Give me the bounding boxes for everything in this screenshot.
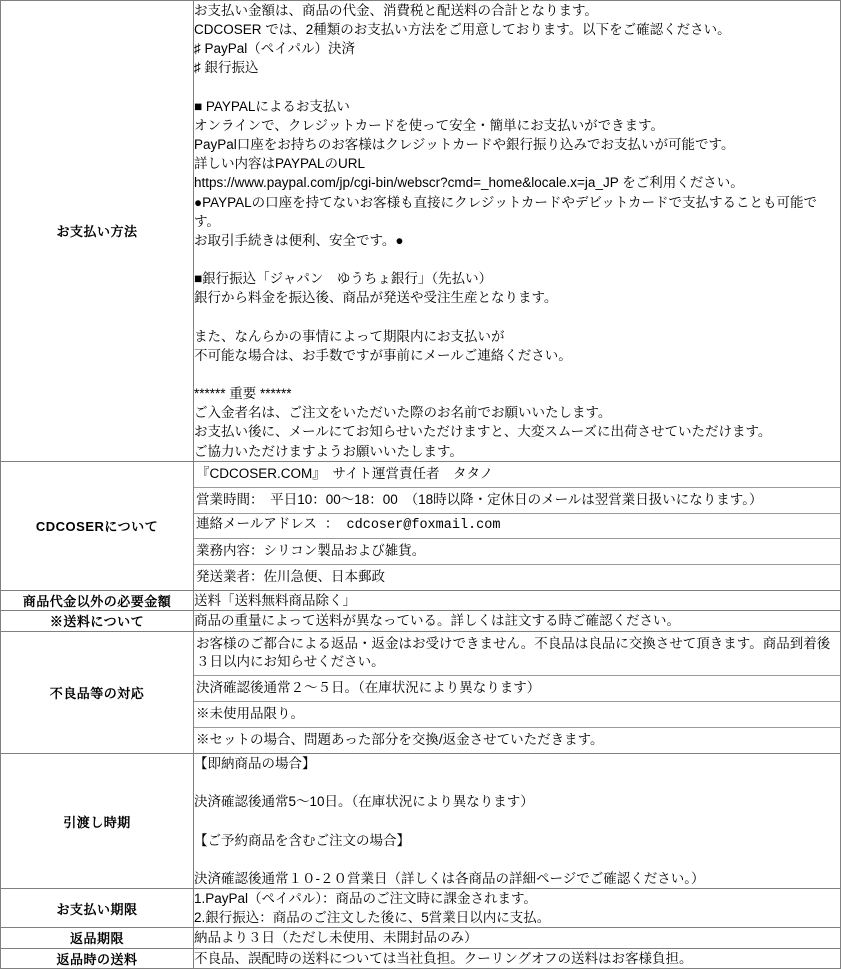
table-row (1, 461, 841, 590)
text-line: ♯ 銀行振込 (194, 60, 259, 76)
row-content (194, 591, 841, 611)
sub-row (194, 513, 840, 539)
row-label: 商品代金以外の必要金額 (1, 591, 194, 611)
text-line: ■ PAYPALによるお支払い (194, 98, 350, 114)
text-line: 不可能な場合は、お手数ですが事前にメールご連絡ください。 (194, 347, 572, 363)
row-content (194, 461, 841, 590)
text-line: 決済確認後通常１０-２０営業日（詳しくは各商品の詳細ページでご確認ください。） (194, 870, 705, 886)
sub-table (194, 632, 840, 753)
row-content (194, 948, 841, 968)
sub-row (194, 676, 840, 702)
table-row (1, 889, 841, 928)
row-content (194, 928, 841, 948)
text-line: 決済確認後通常5～10日。（在庫状況により異なります） (194, 794, 534, 810)
text-line: 送料「送料無料商品除く」 (194, 593, 356, 609)
row-content (194, 1, 841, 462)
text-line: 不良品、誤配時の送料については当社負担。クーリングオフの送料はお客様負担。 (194, 950, 693, 966)
row-label: ※送料について (1, 611, 194, 631)
sub-row (194, 462, 840, 487)
text-line: ****** 重要 ****** (194, 386, 292, 402)
text-line: 納品より３日（ただし未使用、未開封品のみ） (194, 930, 478, 946)
table-row (1, 928, 841, 948)
blank-line (194, 250, 840, 269)
sub-row-text: 連絡メールアドレス ： cdcoser@foxmail.com (194, 513, 840, 539)
sub-row-text: 発送業者：佐川急便、日本郵政 (196, 569, 385, 585)
sub-row (194, 539, 840, 565)
table-body (1, 1, 841, 969)
row-label: 返品時の送料 (1, 948, 194, 968)
sub-row-text: 業務内容：シリコン製品および雑貨。 (194, 539, 840, 565)
text-line: ■銀行振込「ジャパン ゆうちょ銀行」（先払い） (194, 271, 493, 287)
sub-row-text: ※未使用品限り。 (194, 702, 840, 728)
row-label: 引渡し時期 (1, 753, 194, 888)
blank-line (194, 78, 840, 97)
blank-line (194, 365, 840, 384)
blank-line (194, 773, 840, 792)
text-line: ご入金者名は、ご注文をいただいた際のお名前でお願いいたします。 (194, 405, 612, 421)
text-line: 【ご予約商品を含むご注文の場合】 (194, 832, 410, 848)
row-content (194, 753, 841, 888)
blank-line (194, 811, 840, 830)
table-row (1, 1, 841, 462)
text-line: ♯ PayPal（ペイパル）決済 (194, 41, 356, 57)
sub-row (194, 702, 840, 728)
sub-row (194, 632, 840, 676)
text-line: ●PAYPALの口座を持てないお客様も直接にクレジットカードやデビットカードで支払することも可能です。 (194, 194, 817, 229)
text-line: 商品の重量によって送料が異なっている。詳しくは註文する時ご確認ください。 (194, 613, 680, 629)
text-line: https://www.paypal.com/jp/cgi-bin/webscr?cmd=_home&locale.x=ja_JP をご利用ください。 (194, 175, 744, 191)
text-line: お支払い後に、メールにてお知らせいただけますと、大変スムーズに出荷させていただけます。 (194, 424, 772, 440)
sub-row (194, 728, 840, 753)
row-label: お支払い方法 (1, 1, 194, 462)
text-line: ご協力いただけますようお願いいたします。 (194, 443, 463, 459)
row-content (194, 631, 841, 753)
text-line: PayPal口座をお持ちのお客様はクレジットカードや銀行振り込みでお支払いが可能です。 (194, 137, 735, 153)
text-line: また、なんらかの事情によって期限内にお支払いが (194, 328, 505, 344)
sub-row-text: 決済確認後通常２～５日。（在庫状況により異なります） (194, 676, 840, 702)
blank-line (194, 850, 840, 869)
table-row (1, 611, 841, 631)
text-line: 銀行から料金を振込後、商品が発送や受注生産となります。 (194, 290, 558, 306)
row-content (194, 611, 841, 631)
table-row (1, 631, 841, 753)
text-line: お取引手続きは便利、安全です。● (194, 232, 404, 248)
sub-row-text: 営業時間： 平日10：00～18：00 （18時以降・定休日のメールは翌営業日扱いになります。） (194, 487, 840, 513)
row-label: 不良品等の対応 (1, 631, 194, 753)
sub-row-text: お客様のご都合による返品・返金はお受けできません。不良品は良品に交換させて頂きます。商品到着後３日以内にお知らせください。 (194, 632, 840, 676)
row-label: お支払い期限 (1, 889, 194, 928)
table-row (1, 591, 841, 611)
text-line: 【即納商品の場合】 (194, 755, 316, 771)
sub-row-text: 『CDCOSER.COM』 サイト運営責任者 タタノ (194, 462, 840, 487)
sub-row (194, 487, 840, 513)
table-row (1, 948, 841, 968)
text-line: 2.銀行振込：商品のご注文した後に、5営業日以内に支払。 (194, 910, 551, 926)
table-row (1, 753, 841, 888)
text-line: CDCOSER では、2種類のお支払い方法をご用意しております。以下をご確認ください。 (194, 22, 731, 38)
sub-table (194, 462, 840, 590)
text-line: オンラインで、クレジットカードを使って安全・簡単にお支払いができます。 (194, 117, 665, 133)
sub-row (194, 565, 840, 590)
text-line: 1.PayPal（ペイパル）：商品のご注文時に課金されます。 (194, 891, 537, 907)
text-line: お支払い金額は、商品の代金、消費税と配送料の合計となります。 (194, 3, 598, 18)
row-label: CDCOSERについて (1, 461, 194, 590)
row-label: 返品期限 (1, 928, 194, 948)
text-line: 詳しい内容はPAYPALのURL (194, 156, 366, 172)
blank-line (194, 308, 840, 327)
sub-row-text: ※セットの場合、問題あった部分を交換/返金させていただきます。 (196, 732, 604, 748)
row-content (194, 889, 841, 928)
